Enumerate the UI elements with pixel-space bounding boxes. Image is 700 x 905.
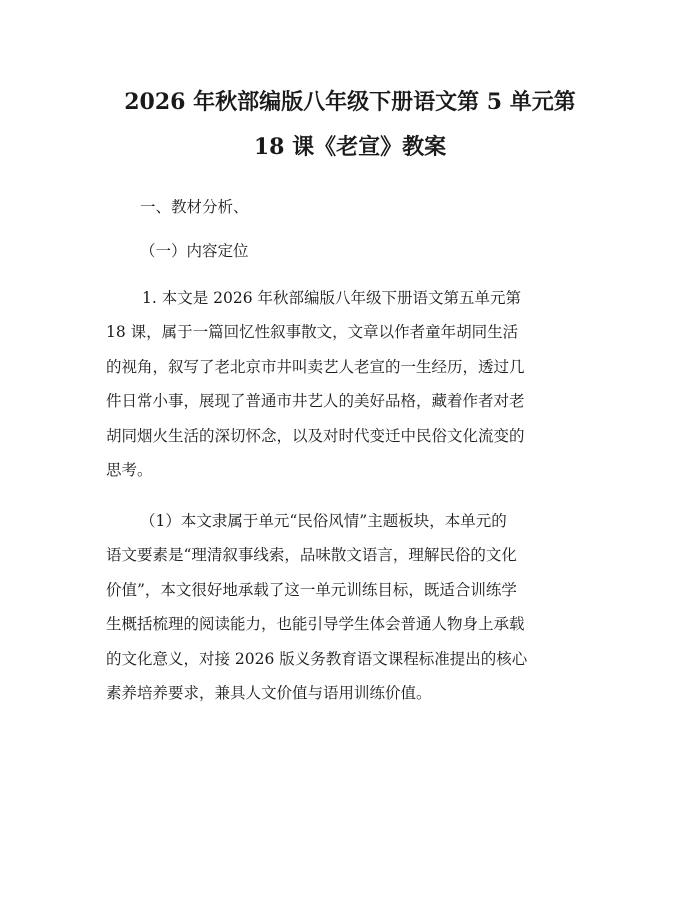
paragraph-line: 的视角，叙写了老北京市井叫卖艺人老宣的一生经历，透过几 (106, 358, 525, 376)
document-title-line-1: 2026 年秋部编版八年级下册语文第 5 单元第 (124, 89, 576, 115)
paragraph-line: 语文要素是“理清叙事线索，品味散文语言，理解民俗的文化 (106, 546, 517, 564)
paragraph-line: （1）本文隶属于单元“民俗风情”主题板块，本单元的 (140, 512, 507, 530)
section-heading: 一、教材分析、 (140, 198, 249, 216)
paragraph-line: 18 课，属于一篇回忆性叙事散文，文章以作者童年胡同生活 (106, 323, 519, 341)
document-title-line-2: 18 课《老宣》教案 (253, 134, 447, 160)
paragraph-line: 素养培养要求，兼具人文价值与语用训练价值。 (106, 684, 432, 702)
paragraph-line: 价值”，本文很好地承载了这一单元训练目标，既适合训练学 (106, 581, 517, 599)
paragraph-line: 1. 本文是 2026 年秋部编版八年级下册语文第五单元第 (142, 289, 522, 307)
paragraph-line: 思考。 (106, 461, 153, 479)
paragraph-line: 胡同烟火生活的深切怀念，以及对时代变迁中民俗文化流变的 (106, 427, 525, 445)
paragraph-line: 件日常小事，展现了普通市井艺人的美好品格，藏着作者对老 (106, 392, 525, 410)
paragraph-line: 的文化意义，对接 2026 版义务教育语文课程标准提出的核心 (106, 650, 528, 668)
paragraph-line: 生概括梳理的阅读能力，也能引导学生体会普通人物身上承载 (106, 615, 525, 633)
subsection-heading: （一）内容定位 (140, 242, 249, 260)
